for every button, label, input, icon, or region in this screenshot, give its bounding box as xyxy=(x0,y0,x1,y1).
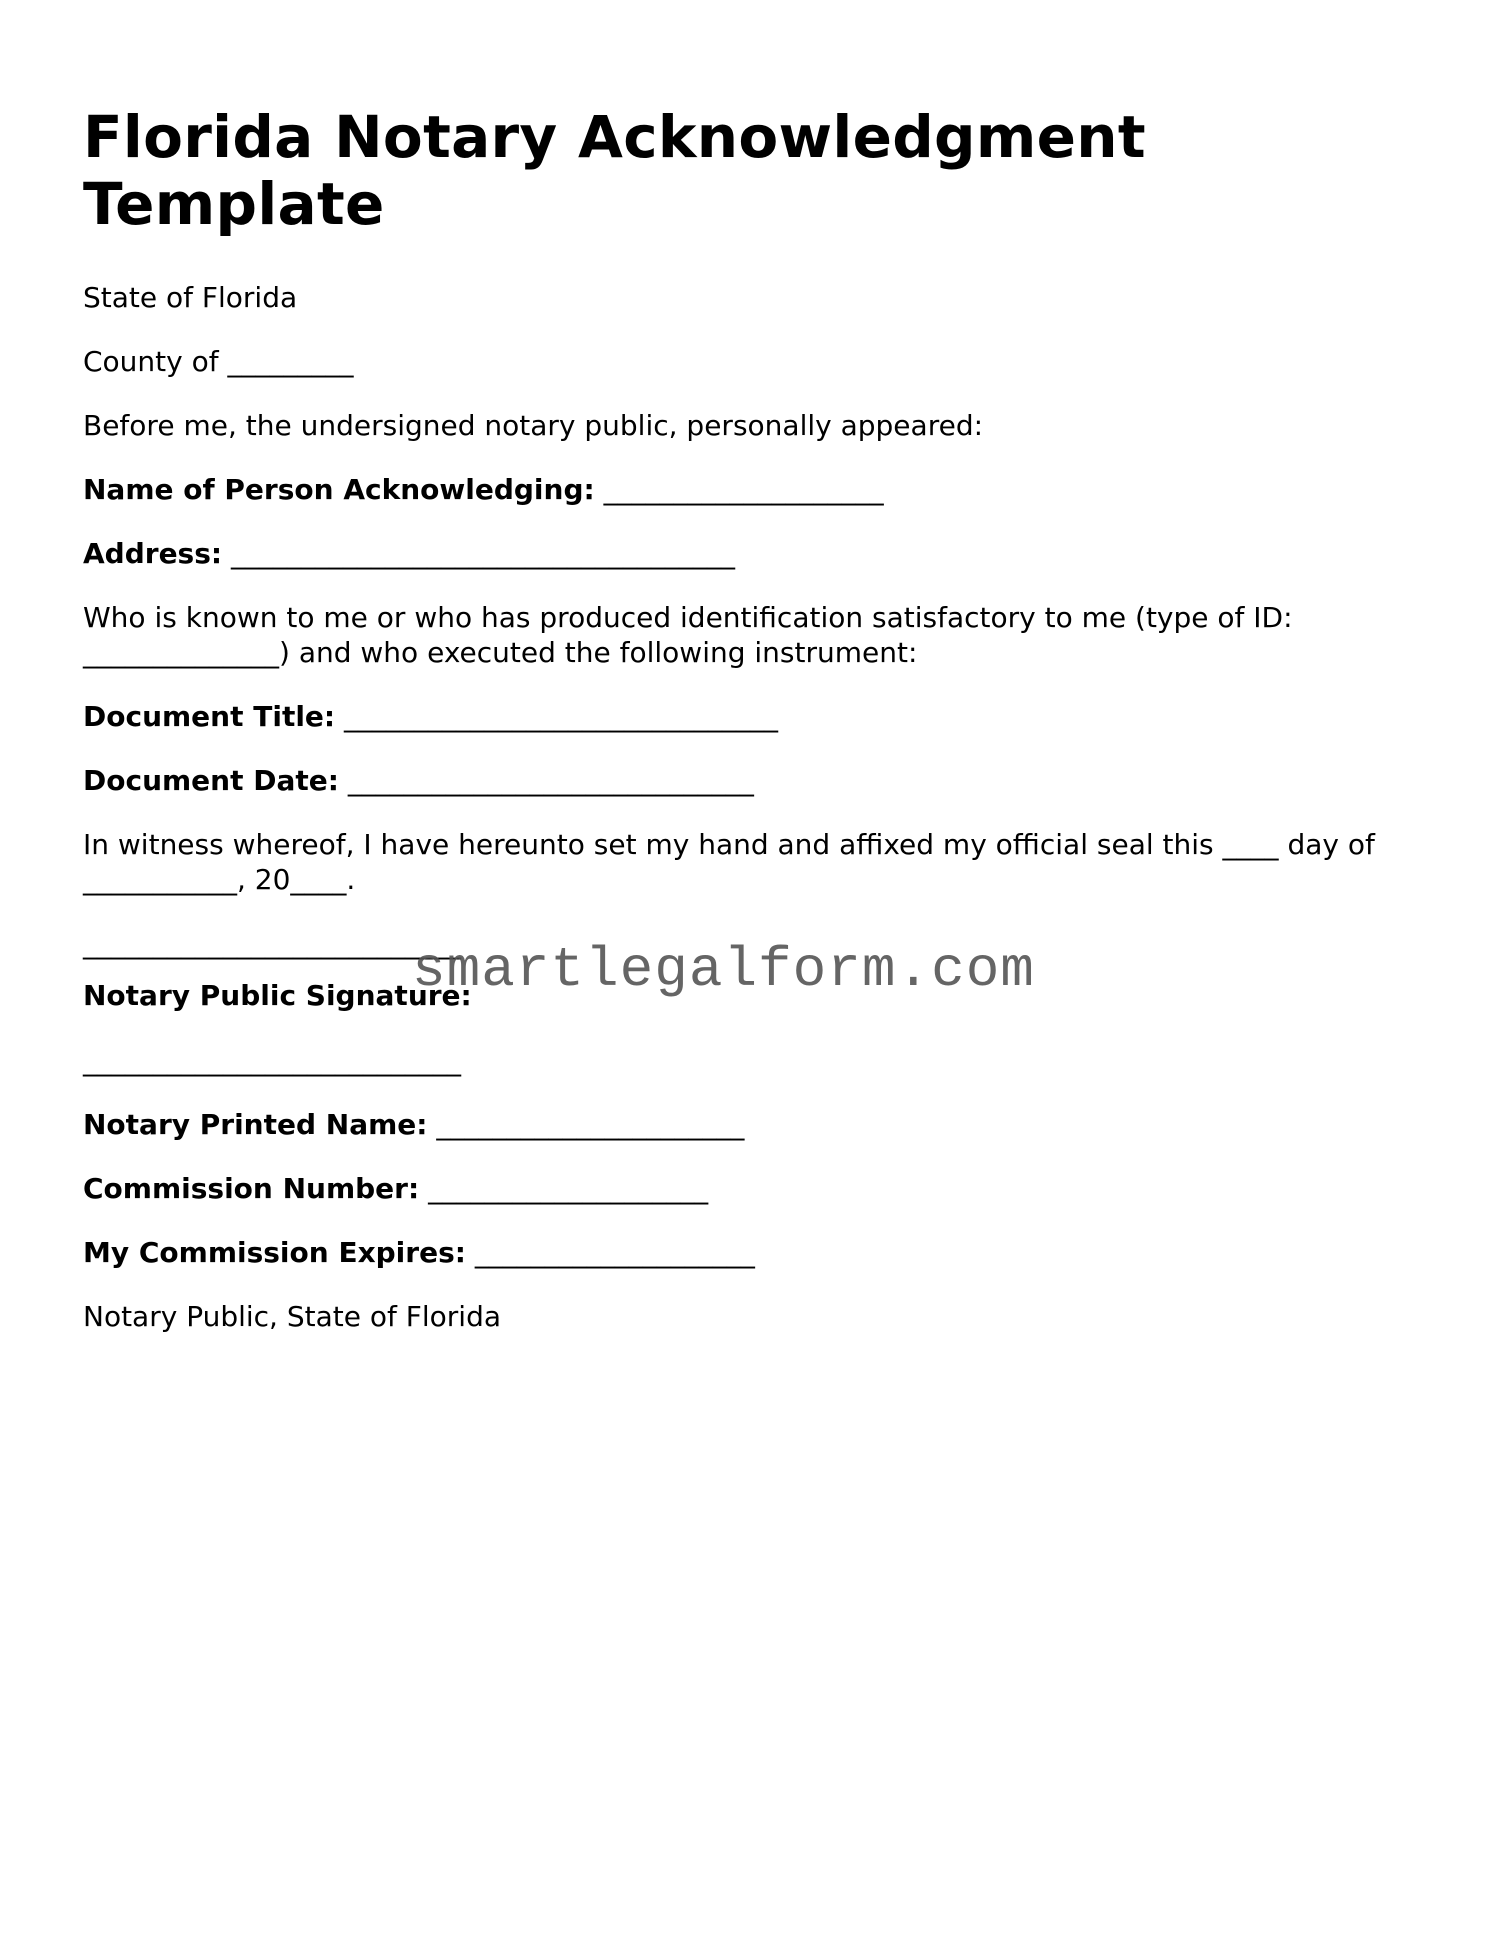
county-line: County of _________ xyxy=(83,345,354,378)
doc-date-line xyxy=(83,763,1413,798)
doc-title-label: Document Title: xyxy=(83,700,336,733)
address-blank: ____________________________________ xyxy=(222,537,735,570)
name-blank: ____________________ xyxy=(594,473,884,506)
watermark: smartlegalform.com xyxy=(412,938,1035,1002)
known-text: Who is known to me or who has produced identification satisfactory to me (type of ID: ______________) and who executed the following instrument: xyxy=(83,601,1302,669)
doc-date-blank: _____________________________ xyxy=(338,764,754,797)
printed-name-line xyxy=(83,1107,1413,1142)
doc-title-blank: _______________________________ xyxy=(335,700,779,733)
printed-name-label: Notary Printed Name: xyxy=(83,1108,428,1141)
footer-line: Notary Public, State of Florida xyxy=(83,1300,502,1333)
witness-text: In witness whereof, I have hereunto set my hand and affixed my official seal this ____ day of ___________, 20____. xyxy=(83,828,1384,896)
printed-name-blank: ______________________ xyxy=(427,1108,745,1141)
document-page xyxy=(83,104,1413,1363)
signature-blank: ___________________________ xyxy=(83,927,461,960)
document-title: Florida Notary Acknowledgment Template xyxy=(83,103,1146,238)
commission-number-blank: ____________________ xyxy=(419,1172,709,1205)
state-line: State of Florida xyxy=(83,281,298,314)
commission-number-line xyxy=(83,1171,1413,1206)
address-label: Address: xyxy=(83,537,223,570)
expires-line xyxy=(83,1235,1413,1270)
address-line xyxy=(83,536,1413,571)
expires-blank: ____________________ xyxy=(465,1236,755,1269)
before-me-line: Before me, the undersigned notary public, personally appeared: xyxy=(83,409,984,442)
commission-number-label: Commission Number: xyxy=(83,1172,420,1205)
doc-title-line xyxy=(83,699,1413,734)
doc-date-label: Document Date: xyxy=(83,764,339,797)
expires-label: My Commission Expires: xyxy=(83,1236,466,1269)
signature-label: Notary Public Signature: xyxy=(83,979,472,1012)
name-label: Name of Person Acknowledging: xyxy=(83,473,595,506)
signature-blank-2: ___________________________ xyxy=(83,1044,461,1077)
name-line xyxy=(83,472,1413,507)
